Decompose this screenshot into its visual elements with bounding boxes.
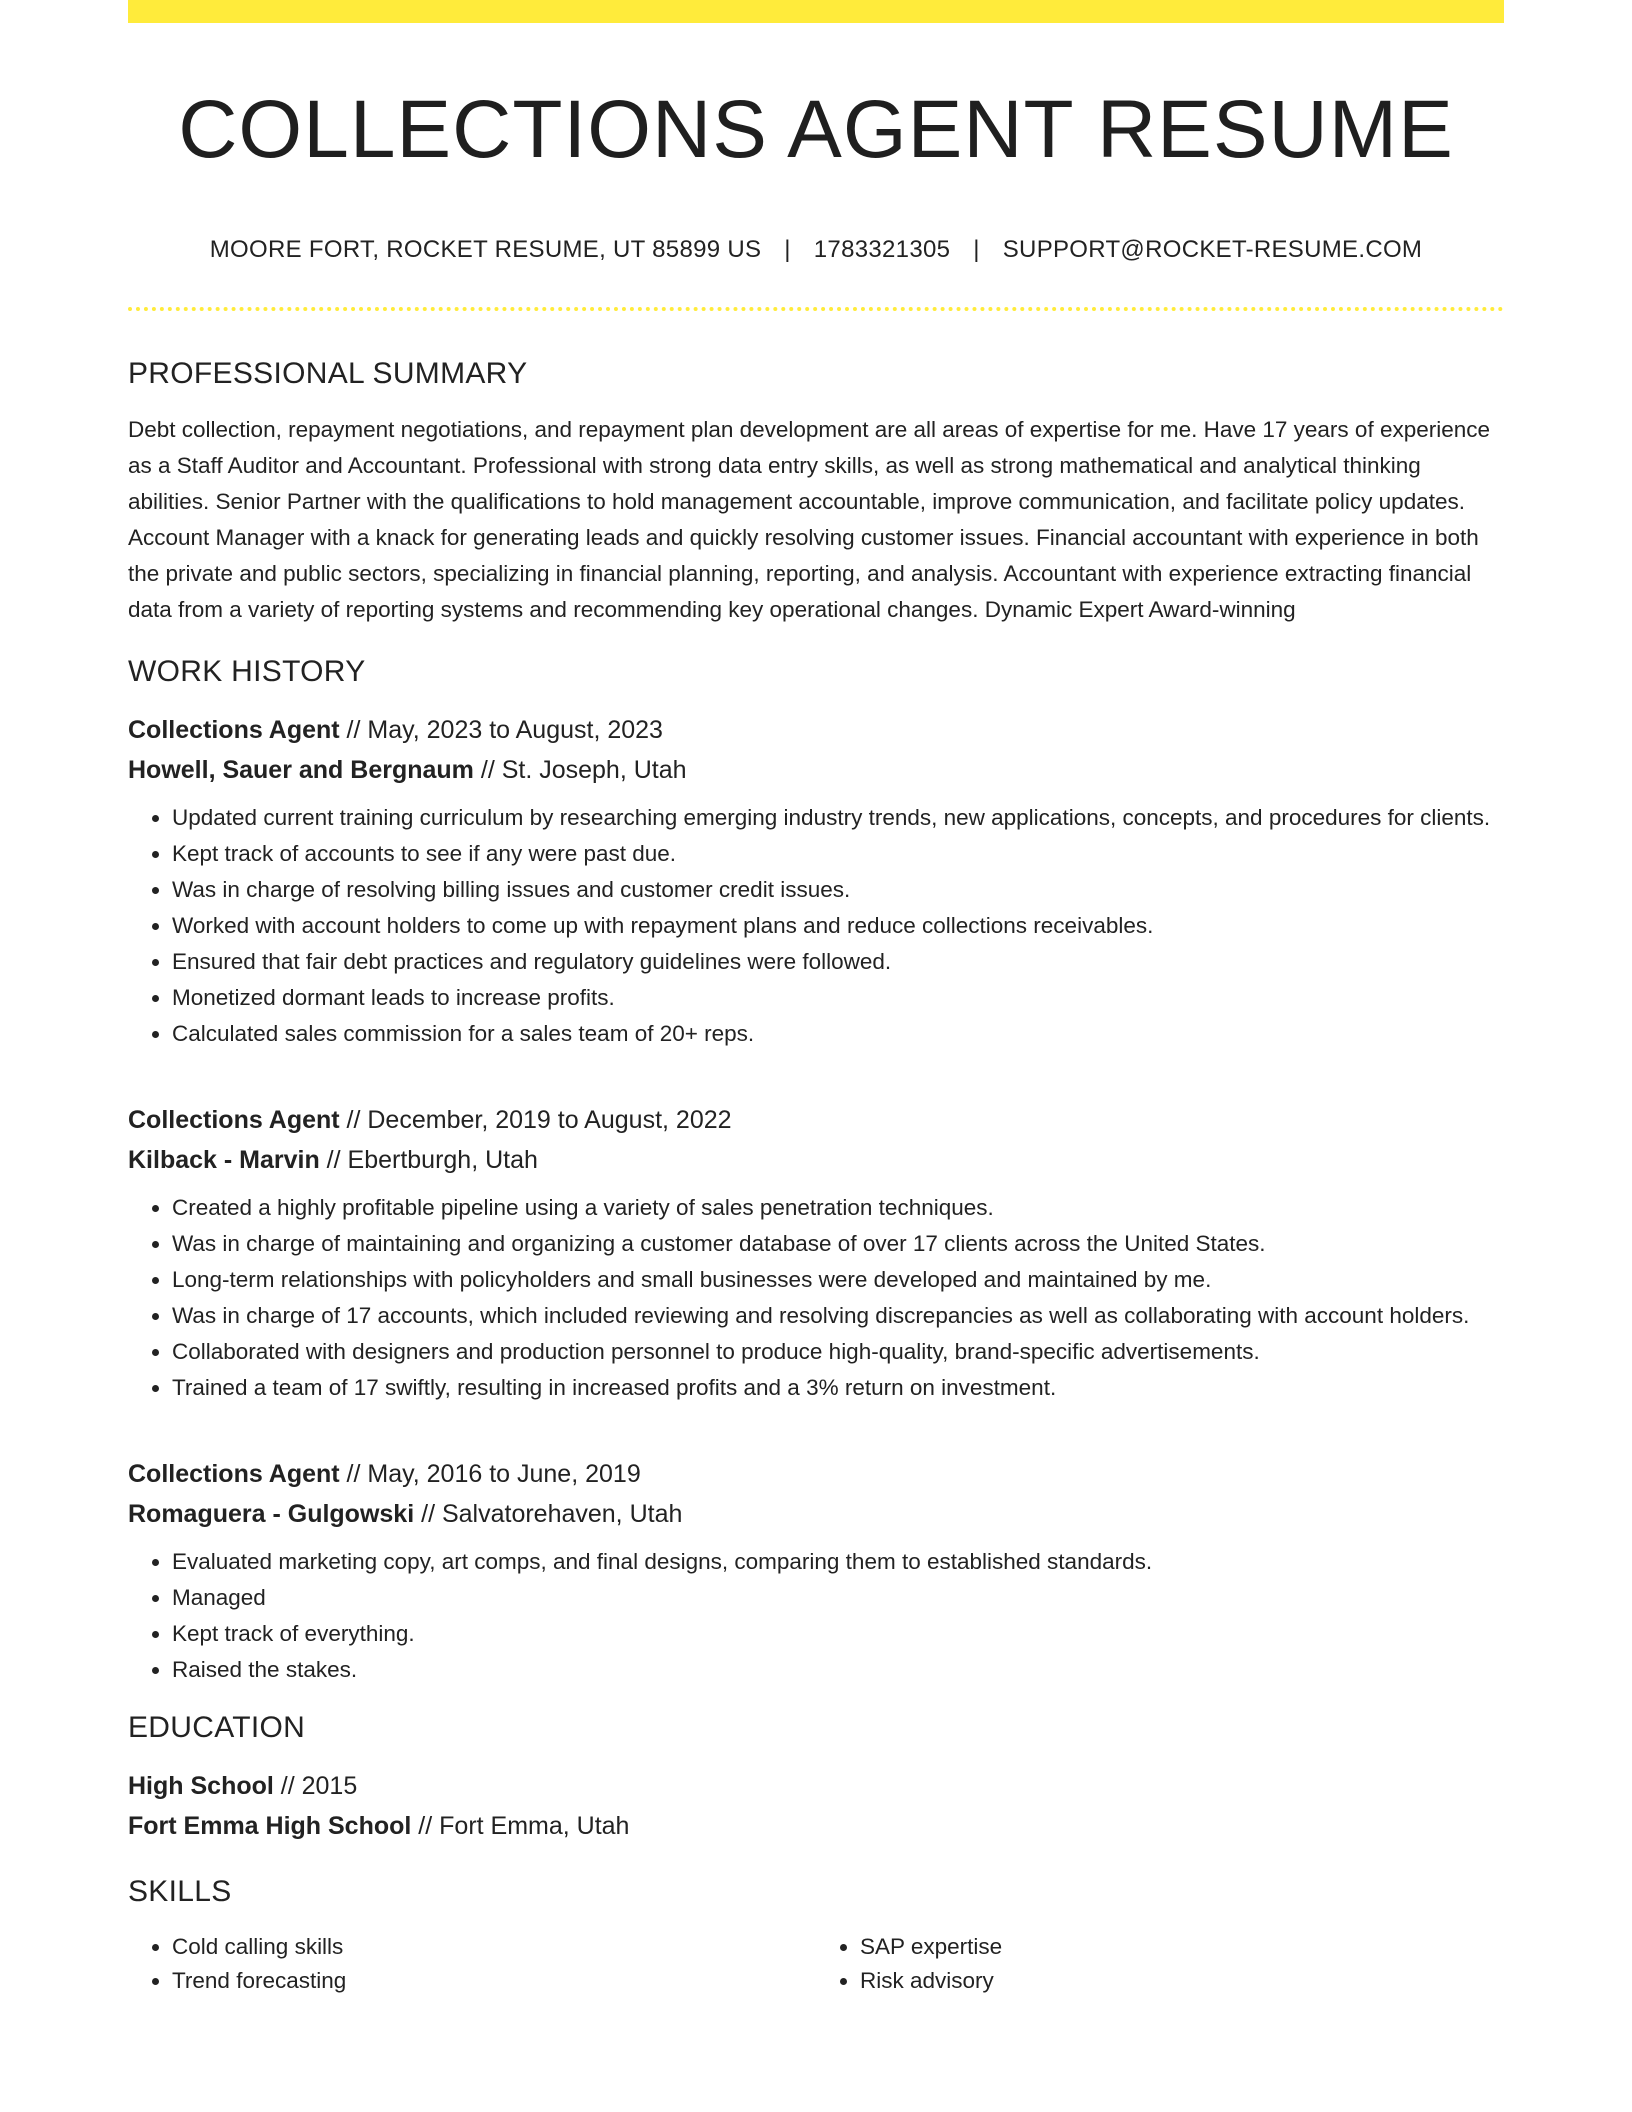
summary-heading: PROFESSIONAL SUMMARY: [128, 357, 528, 390]
job-bullet: • Created a highly profitable pipeline using a variety of sales penetration techniques.: [172, 1190, 1504, 1226]
contact-address: MOORE FORT, ROCKET RESUME, UT 85899 US: [209, 236, 762, 263]
job-entry: [128, 1100, 1504, 1406]
job-company-line: [128, 1494, 1504, 1534]
job-bullet: • Monetized dormant leads to increase profits.: [172, 980, 1504, 1016]
job-bullet: • Evaluated marketing copy, art comps, and final designs, comparing them to established standards.: [172, 1544, 1504, 1580]
job-title: Collections Agent: [128, 716, 340, 744]
skill-item: • Trend forecasting: [172, 1964, 816, 1998]
job-entry: [128, 1454, 1504, 1688]
job-entry: [128, 710, 1504, 1052]
job-title-line: [128, 710, 1504, 750]
job-bullet: • Worked with account holders to come up with repayment plans and reduce collections receivables.: [172, 908, 1504, 944]
job-title-line: [128, 1454, 1504, 1494]
summary-text: Debt collection, repayment negotiations, and repayment plan development are all areas of expertise for me. Have 17 years of experience as a Staff Auditor and Accountant. Professional with strong data entry skills, as well as strong mathematical and analytical thinking abilities. Senior Partner with the qualifications to hold management accountable, improve communication, and facilitate policy updates. Account Manager with a knack for generating leads and quickly resolving customer issues. Financial accountant with experience in both the private and public sectors, specializing in financial planning, reporting, and analysis. Accountant with experience extracting financial data from a variety of reporting systems and recommending key operational changes. Dynamic Expert Award-winning: [128, 417, 1491, 622]
job-bullets: [128, 800, 1504, 1052]
job-company: Romaguera - Gulgowski: [128, 1500, 415, 1528]
resume-content: [128, 354, 1504, 1998]
job-bullet: • Trained a team of 17 swiftly, resulting in increased profits and a 3% return on investment.: [172, 1370, 1504, 1406]
skills-heading: SKILLS: [128, 1875, 232, 1908]
job-bullet: • Was in charge of maintaining and organizing a customer database of over 17 clients across the United States.: [172, 1226, 1504, 1262]
top-accent-bar: [128, 0, 1504, 23]
job-bullet: • Ensured that fair debt practices and regulatory guidelines were followed.: [172, 944, 1504, 980]
skills-list: [128, 1930, 1504, 1998]
education-school: Fort Emma High School: [128, 1812, 412, 1840]
job-bullet: • Kept track of everything.: [172, 1616, 1504, 1652]
job-company: Kilback - Marvin: [128, 1146, 320, 1174]
contact-separator: |: [973, 236, 980, 263]
job-location: // Salvatorehaven, Utah: [414, 1500, 683, 1528]
job-title-line: [128, 1100, 1504, 1140]
job-bullets: [128, 1190, 1504, 1406]
job-bullet: • Was in charge of 17 accounts, which included reviewing and resolving discrepancies as well as collaborating with account holders.: [172, 1298, 1504, 1334]
job-company-line: [128, 1140, 1504, 1180]
job-bullet: • Collaborated with designers and production personnel to produce high-quality, brand-specific advertisements.: [172, 1334, 1504, 1370]
job-bullet: • Raised the stakes.: [172, 1652, 1504, 1688]
contact-separator: |: [784, 236, 791, 263]
education-degree-line: [128, 1766, 1504, 1806]
job-company: Howell, Sauer and Bergnaum: [128, 756, 474, 784]
job-company-line: [128, 750, 1504, 790]
job-dates: // December, 2019 to August, 2022: [339, 1106, 732, 1134]
education-entry: [128, 1766, 1504, 1846]
skill-item: • SAP expertise: [860, 1930, 1504, 1964]
resume-title: COLLECTIONS AGENT RESUME: [178, 84, 1454, 175]
job-location: // Ebertburgh, Utah: [319, 1146, 538, 1174]
job-location: // St. Joseph, Utah: [473, 756, 687, 784]
contact-email: SUPPORT@ROCKET-RESUME.COM: [1002, 236, 1423, 263]
education-degree: High School: [128, 1772, 274, 1800]
skill-item: • Cold calling skills: [172, 1930, 816, 1964]
skill-item: • Risk advisory: [860, 1964, 1504, 1998]
job-bullets: [128, 1544, 1504, 1688]
job-dates: // May, 2016 to June, 2019: [339, 1460, 641, 1488]
job-bullet: • Was in charge of resolving billing issues and customer credit issues.: [172, 872, 1504, 908]
job-title: Collections Agent: [128, 1106, 340, 1134]
job-bullet: • Updated current training curriculum by researching emerging industry trends, new applications, concepts, and procedures for clients.: [172, 800, 1504, 836]
skills-column-left: [128, 1930, 816, 1998]
contact-phone: 1783321305: [813, 236, 951, 263]
job-bullet: • Calculated sales commission for a sales team of 20+ reps.: [172, 1016, 1504, 1052]
work-history-heading: WORK HISTORY: [128, 655, 366, 688]
education-location: // Fort Emma, Utah: [411, 1812, 630, 1840]
job-bullet: • Kept track of accounts to see if any were past due.: [172, 836, 1504, 872]
job-title: Collections Agent: [128, 1460, 340, 1488]
education-heading: EDUCATION: [128, 1711, 306, 1744]
job-dates: // May, 2023 to August, 2023: [339, 716, 663, 744]
job-bullet: • Managed: [172, 1580, 1504, 1616]
dotted-divider: [128, 307, 1504, 311]
skills-column-right: [816, 1930, 1504, 1998]
job-bullet: • Long-term relationships with policyholders and small businesses were developed and maintained by me.: [172, 1262, 1504, 1298]
contact-line: [128, 236, 1504, 264]
education-year: // 2015: [273, 1772, 358, 1800]
education-school-line: [128, 1806, 1504, 1846]
